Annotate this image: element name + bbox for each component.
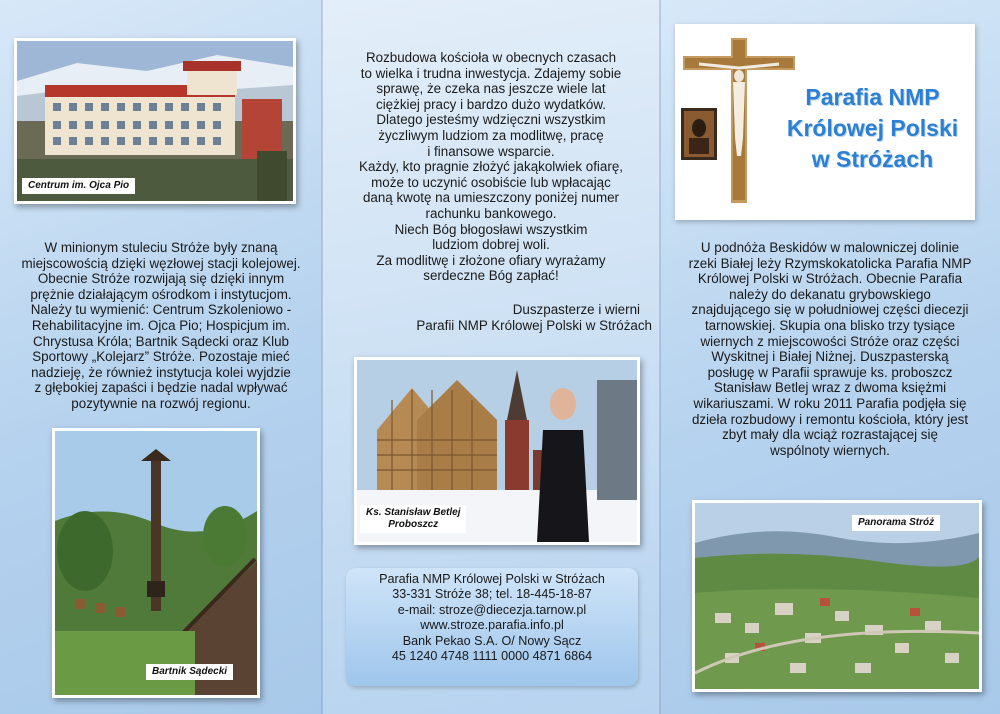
contact-box bbox=[346, 568, 638, 686]
photo-caption: Centrum im. Ojca Pio bbox=[22, 178, 135, 194]
contact-account-number: 45 1240 4748 1111 0000 4871 6864 bbox=[391, 649, 593, 664]
fold-line bbox=[321, 0, 323, 714]
contact-website[interactable]: www.stroze.parafia.info.pl bbox=[420, 618, 564, 633]
photo-caption: Bartnik Sądecki bbox=[146, 664, 233, 680]
photo-caption: Panorama Stróż bbox=[852, 515, 940, 531]
signature-line: Parafii NMP Królowej Polski w Stróżach bbox=[416, 318, 652, 333]
left-paragraph: W minionym stuleciu Stróże były znaną miejscowością dzięki węzłowej stacji kolejowej. Obecnie Stróże rozwijają się dzięki innym prężnie działającym ośrodkom i instytucjom. Należy tu wymienić: Centrum Szkoleniowo - Rehabilitacyjne im. Ojca Pio; Hospicjum im. Chrystusa Króla; Bartnik Sądecki oraz Klub Sportowy „Kolejarz” Stróże. Pozostaje mieć nadzieję, że również instytucja kolei wyjdzie z głębokiej zapaści i będzie nadal wpływać pozytywnie na rozwój regionu. bbox=[21, 240, 301, 411]
photo-caption: Ks. Stanisław Betlej Proboszcz bbox=[360, 505, 466, 533]
contact-parish-name: Parafia NMP Królowej Polski w Stróżach bbox=[379, 572, 605, 586]
parish-title: Parafia NMP Królowej Polski w Stróżach bbox=[786, 84, 959, 172]
fold-line bbox=[659, 0, 661, 714]
right-paragraph: U podnóża Beskidów w malowniczej dolinie rzeki Białej leży Rzymskokatolicka Parafia NMP Królowej Polski w Stróżach. Obecnie Parafia należy do dekanatu grybowskiego znajdującego się w południowej części diecezji tarnowskiej. Skupia ona blisko trzy tysiące wiernych z miejscowości Stróże oraz części Wyskitnej i Białej Niżnej. Duszpasterską posługę w Parafii sprawuje ks. proboszcz Stanisław Betlej wraz z dwoma księżmi wikariuszami. W roku 2011 Parafia podjęła się dzieła rozbudowy i remontu kościoła, który jest zbyt mały dla wciąż rozrastającej się wspólnoty wiernych. bbox=[688, 240, 972, 458]
title-box bbox=[675, 24, 975, 220]
signature-line: Duszpasterze i wierni bbox=[512, 302, 640, 317]
middle-paragraph: Rozbudowa kościoła w obecnych czasach to wielka i trudna inwestycja. Zdajemy sobie sprawę, że czeka nas jeszcze wiele lat ciężkiej pracy i bardzo dużo wydatków. Dlatego jesteśmy wdzięczni wszystkim życzliwym ludziom za modlitwę, pracę i finansowe wsparcie. Każdy, kto pragnie złożyć jakąkolwiek ofiarę, może to uczynić osobiście lub wpłacając daną kwotę na umieszczony poniżej numer rachunku bankowego. Niech Bóg błogosławi wszystkim ludziom dobrej woli. Za modlitwę i złożone ofiary wyrażamy serdeczne Bóg zapłać! bbox=[359, 50, 623, 284]
contact-bank: Bank Pekao S.A. O/ Nowy Sącz bbox=[402, 633, 582, 648]
photo-bartnik-sadecki bbox=[52, 428, 260, 698]
contact-email[interactable]: e-mail: stroze@diecezja.tarnow.pl bbox=[397, 602, 587, 617]
contact-address: 33-331 Stróże 38; tel. 18-445-18-87 bbox=[392, 587, 592, 602]
